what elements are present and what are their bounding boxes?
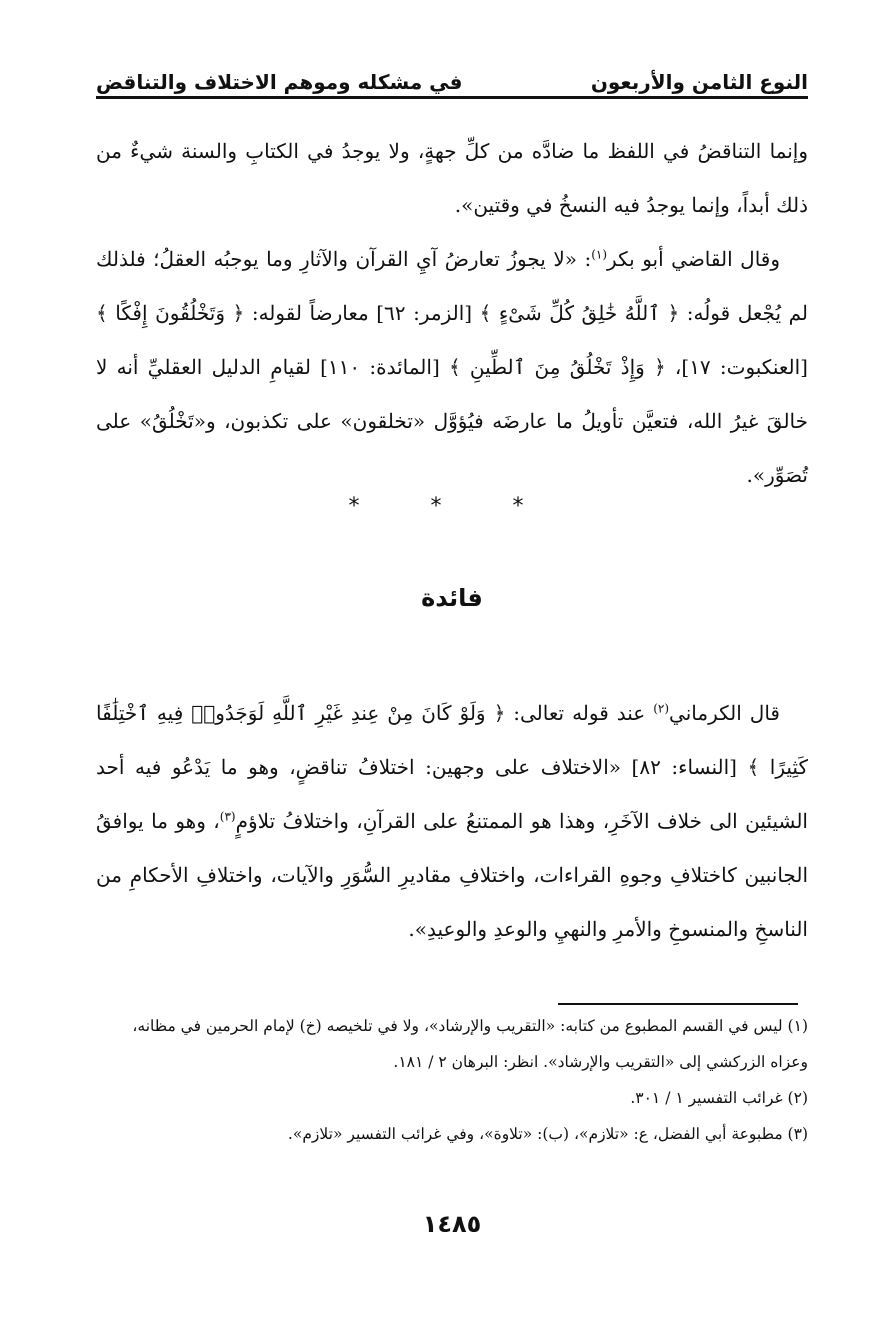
footnote-2: (٢) غرائب التفسير ١ / ٣٠١.: [630, 1089, 808, 1107]
page-number: ١٤٨٥: [422, 1210, 482, 1238]
chapter-title: النوع الثامن والأربعون: [590, 70, 808, 94]
paragraph-2-text-b: : «لا يجوزُ تعارضُ آيِ القرآن والآثارِ وما يوجبُه العقلُ؛ فلذلك لم يُجْعل قولُه: ﴿ ٱللَّهُ خَٰلِقُ كُلِّ شَىْءٍ ﴾ [الزمر: ٦٢] معارضاً لقوله: ﴿ وَتَخْلُقُونَ إِفْكًا ﴾ [العنكبوت: ١٧]، ﴿ وَإِذْ تَخْلُقُ مِنَ ٱلطِّينِ ﴾ [المائدة: ١١٠] لقيامِ الدليل العقليِّ أنه لا خالقَ غيرُ الله، فتعيَّن تأويلُ ما عارضَه فيُؤوَّل «تخلقون» على تكذبون، و«تَخْلُقُ» على تُصَوِّر».: [96, 247, 808, 487]
paragraph-3-text-c: ، وهو ما يوافقُ الجانبين كاختلافِ وجوهِ القراءات، واختلافِ مقاديرِ السُّوَرِ والآيات، واختلافِ الأحكامِ من الناسخِ والمنسوخِ والأمرِ والنهيِ والوعدِ والوعيدِ».: [96, 809, 808, 941]
footnote-rule: [558, 1003, 798, 1005]
paragraph-1-text: وإنما التناقضُ في اللفظ ما ضادَّه من كلِّ جهةٍ، ولا يوجدُ في الكتابِ والسنة شيءٌ من ذلك أبداً، وإنما يوجدُ فيه النسخُ في وقتين».: [96, 139, 808, 217]
paragraph-2-text-a: وقال القاضي أبو بكر: [607, 247, 780, 271]
section-running-title: في مشكله وموهم الاختلاف والتناقض: [96, 70, 463, 94]
footnote-ref-3[interactable]: (٣): [219, 809, 236, 824]
footnote-1: (١) ليس في القسم المطبوع من كتابه: «التقريب والإرشاد»، ولا في تلخيصه (خ) لإمام الحرمين في مظانه، وعزاه الزركشي إلى «التقريب والإرشاد». انظر: البرهان ٢ / ١٨١.: [132, 1017, 808, 1071]
footnote-3: (٣) مطبوعة أبي الفضل، ع: «تلازم»، (ب): «تلاوة»، وفي غرائب التفسير «تلازم».: [287, 1125, 808, 1143]
footnote-ref-2[interactable]: (٢): [653, 701, 670, 716]
section-separator: * * *: [348, 494, 556, 519]
header-rule: [96, 96, 808, 99]
footnote-ref-1[interactable]: (١): [591, 247, 608, 262]
section-heading: فائدة: [421, 584, 483, 612]
footnotes: [96, 1008, 808, 1152]
paragraph-3-text-b: عند قوله تعالى: ﴿ وَلَوْ كَانَ مِنْ عِندِ غَيْرِ ٱللَّهِ لَوَجَدُوا۟ فِيهِ ٱخْتِلَٰفًا كَثِيرًا ﴾ [النساء: ٨٢] «الاختلاف على وجهين: اختلافُ تناقضٍ، وهو ما يَدْعُو فيه أحد الشيئين الى خلاف الآخَرِ، وهذا هو الممتنعُ على القرآنِ، واختلافُ تلاؤمٍ: [96, 701, 808, 833]
paragraph-1: [96, 124, 808, 232]
paragraph-2: [96, 232, 808, 502]
running-header: [96, 52, 808, 94]
paragraph-3-text-a: قال الكرماني: [669, 701, 780, 725]
paragraph-3: [96, 686, 808, 956]
